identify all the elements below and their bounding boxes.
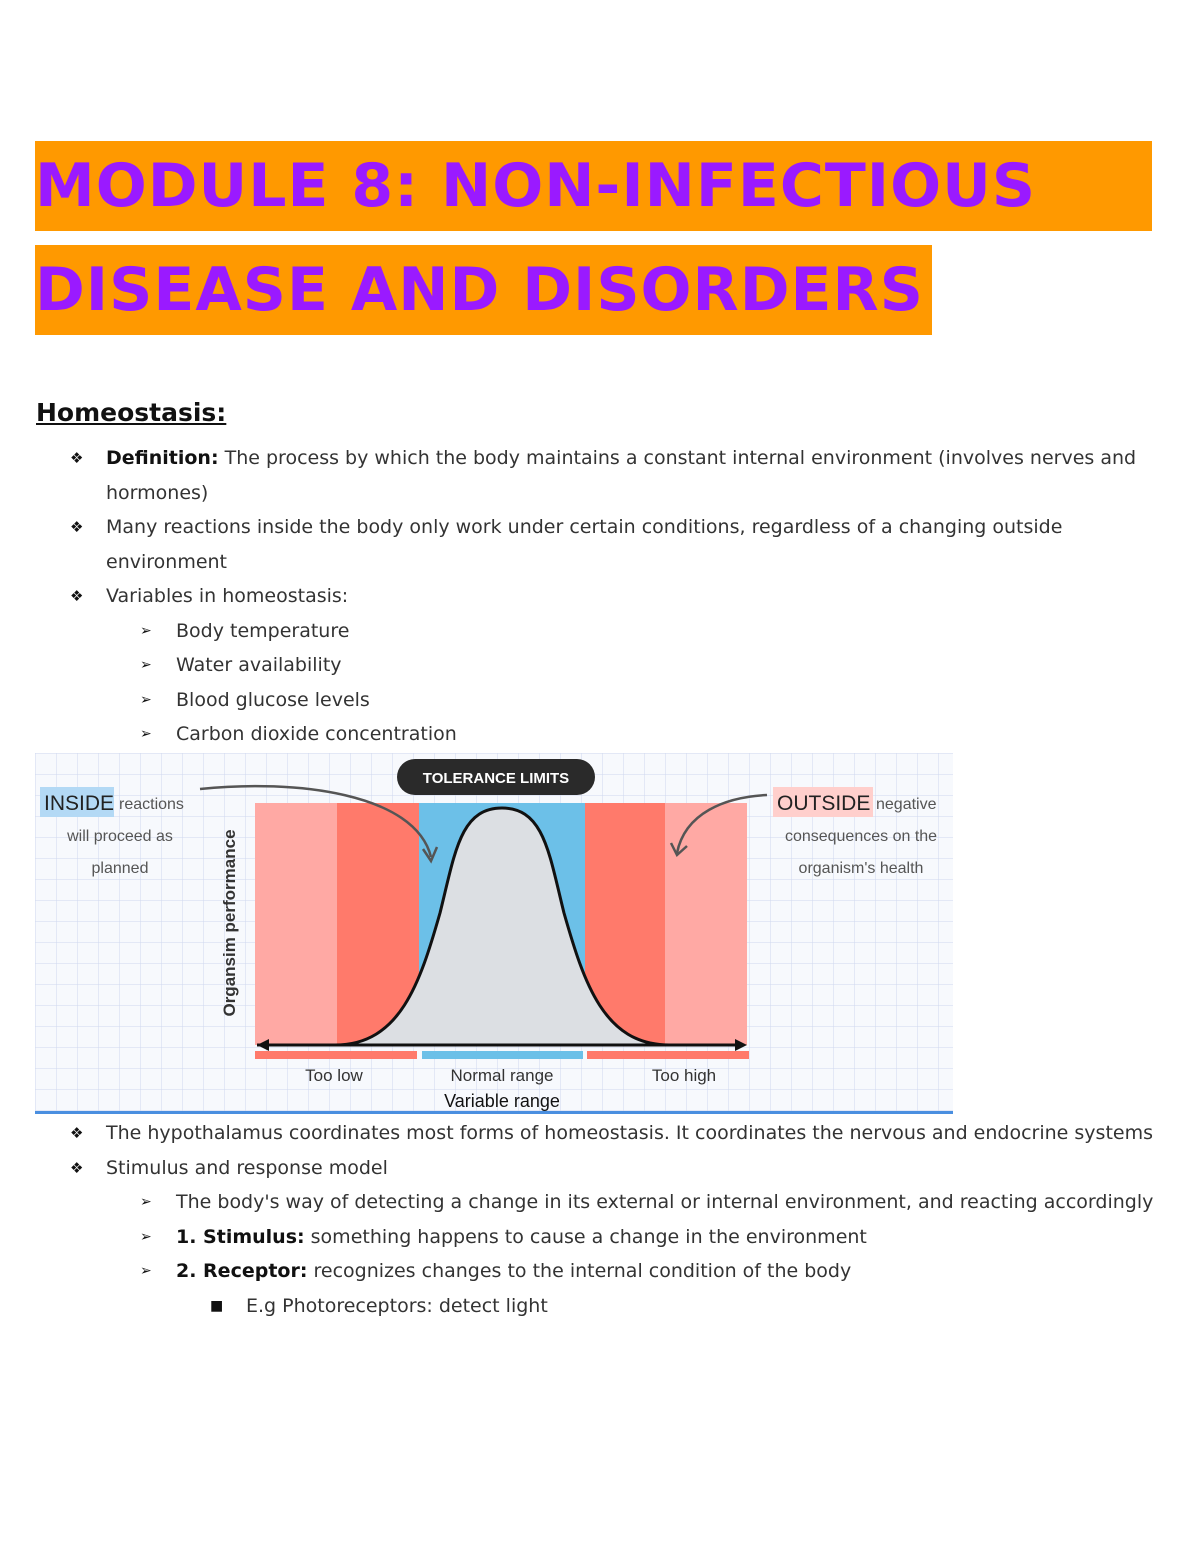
outer-zone-right [665,803,747,1045]
list-item [70,1116,1180,1151]
reactions-text: Many reactions inside the body only work under certain conditions, regardless of a changing outside environment [106,516,1063,573]
diamond-bullet-icon: ❖ [70,1124,84,1142]
diamond-bullet-icon: ❖ [70,449,84,467]
list-item [140,683,1180,718]
list-item [70,1151,1180,1186]
bullet-list-bottom [70,1116,1180,1323]
title-text-1: MODULE 8: NON-INFECTIOUS [35,151,1037,221]
list-item [70,510,1180,579]
outside-line-2: consequences on the [784,828,938,845]
variable-item: Carbon dioxide concentration [176,723,457,745]
list-item [140,648,1180,683]
diamond-bullet-icon: ❖ [70,587,84,605]
title-text-2: DISEASE AND DISORDERS [35,255,924,325]
list-item [140,614,1180,649]
inside-line-3: planned [91,860,149,877]
range-label-normal: Normal range [450,1066,554,1085]
arrow-bullet-icon: ➢ [140,1194,152,1210]
arrow-bullet-icon: ➢ [140,1263,152,1279]
step1-label: 1. Stimulus: [176,1225,305,1248]
hypothalamus-text: The hypothalamus coordinates most forms of homeostasis. It coordinates the nervous and endocrine systems [106,1122,1153,1144]
model-intro: Stimulus and response model [106,1156,388,1179]
bullet-list-top [70,441,1180,752]
tolerance-limits-figure [35,753,953,1113]
arrow-bullet-icon: ➢ [140,691,152,708]
title-line-2 [35,245,932,335]
example-text: E.g Photoreceptors: detect light [246,1294,548,1317]
outside-keyword: OUTSIDE [777,792,871,815]
banner-text: TOLERANCE LIMITS [422,770,570,787]
outside-line-3: organism's health [798,860,924,877]
title-line-1 [35,141,1152,231]
variable-item: Body temperature [176,619,350,642]
figure-divider [35,1111,953,1114]
step2-text: recognizes changes to the internal condition of the body [313,1260,852,1282]
arrow-bullet-icon: ➢ [140,622,152,639]
list-item [140,1220,1180,1255]
inside-keyword: INSIDE [44,792,115,815]
inside-line-1: reactions [119,796,184,813]
definition-text: The process by which the body maintains a constant internal environment (involves nerves and hormones) [106,447,1137,504]
list-item [70,441,1180,510]
tolerance-diagram [35,753,953,1113]
too-high-bar [587,1051,749,1059]
arrow-bullet-icon: ➢ [140,726,152,742]
square-bullet-icon: ■ [210,1297,224,1314]
variables-intro: Variables in homeostasis: [106,585,349,607]
outer-zone-left [255,803,337,1045]
variable-item: Water availability [176,654,342,676]
definition-label: Definition: [106,447,219,469]
y-axis-label: Organsim performance [220,829,239,1017]
list-item [70,579,1180,614]
range-label-too-low: Too low [305,1066,363,1085]
outside-line-1: negative [876,796,937,813]
range-label-too-high: Too high [651,1066,717,1085]
step2-label: 2. Receptor: [176,1260,308,1282]
list-item [210,1289,1180,1324]
variable-item: Blood glucose levels [176,688,370,711]
diamond-bullet-icon: ❖ [70,518,84,536]
diamond-bullet-icon: ❖ [70,1158,84,1177]
too-low-bar [255,1051,417,1059]
inside-line-2: will proceed as [67,828,173,845]
list-item [140,1254,1180,1289]
arrow-bullet-icon: ➢ [140,1228,152,1245]
list-item [140,1185,1180,1220]
step1-text: something happens to cause a change in the environment [310,1225,867,1248]
arrow-bullet-icon: ➢ [140,657,152,673]
section-heading: Homeostasis: [36,398,227,427]
model-desc: The body's way of detecting a change in its external or internal environment, and reacting accordingly [176,1191,1154,1213]
x-axis-label: Variable range [444,1091,560,1111]
normal-range-bar [422,1051,583,1059]
list-item [140,717,1180,752]
